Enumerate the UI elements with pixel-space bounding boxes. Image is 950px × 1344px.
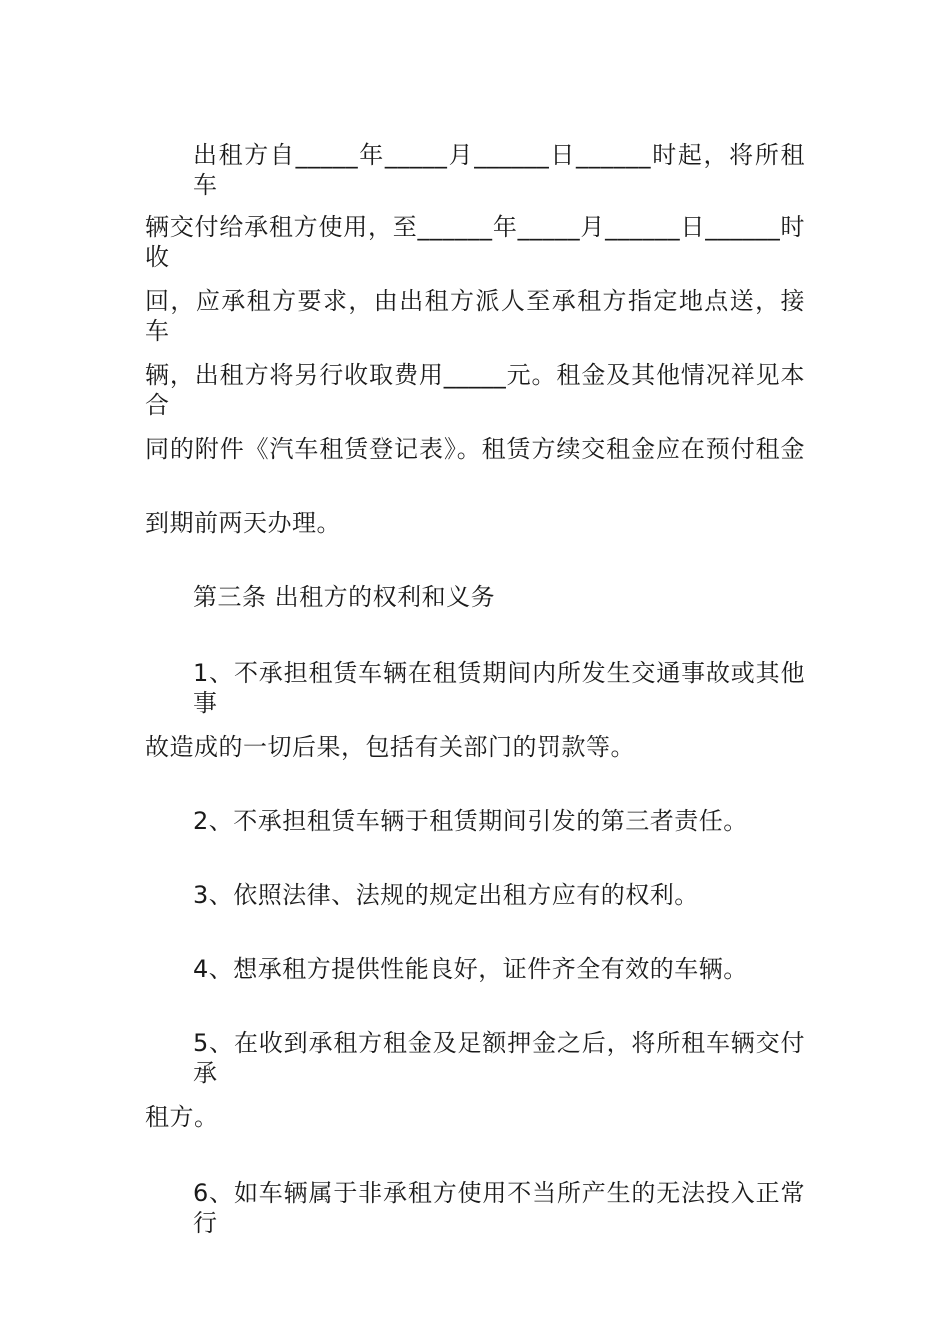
paragraph-line: 出租方自_____年_____月______日______时起，将所租车: [193, 141, 805, 199]
list-item-line: 5、在收到承租方租金及足额押金之后，将所租车辆交付承: [193, 1029, 805, 1087]
paragraph-line: 回，应承租方要求，由出租方派人至承租方指定地点送，接车: [145, 287, 805, 345]
paragraph-line: 辆，出租方将另行收取费用_____元。租金及其他情况祥见本合: [145, 361, 805, 419]
paragraph-line: 到期前两天办理。: [145, 509, 341, 537]
list-item-line: 1、不承担租赁车辆在租赁期间内所发生交通事故或其他事: [193, 659, 805, 717]
list-item-line: 6、如车辆属于非承租方使用不当所产生的无法投入正常行: [193, 1179, 805, 1237]
list-item-line: 2、不承担租赁车辆于租赁期间引发的第三者责任。: [193, 807, 748, 835]
list-item-line: 租方。: [145, 1103, 219, 1131]
list-item-line: 故造成的一切后果，包括有关部门的罚款等。: [145, 733, 635, 761]
paragraph-line: 同的附件《汽车租赁登记表》。租赁方续交租金应在预付租金: [145, 435, 805, 463]
list-item-line: 3、依照法律、法规的规定出租方应有的权利。: [193, 881, 699, 909]
paragraph-line: 辆交付给承租方使用，至______年_____月______日______时收: [145, 213, 805, 271]
list-item-line: 4、想承租方提供性能良好，证件齐全有效的车辆。: [193, 955, 748, 983]
section-heading: 第三条 出租方的权利和义务: [193, 583, 496, 611]
